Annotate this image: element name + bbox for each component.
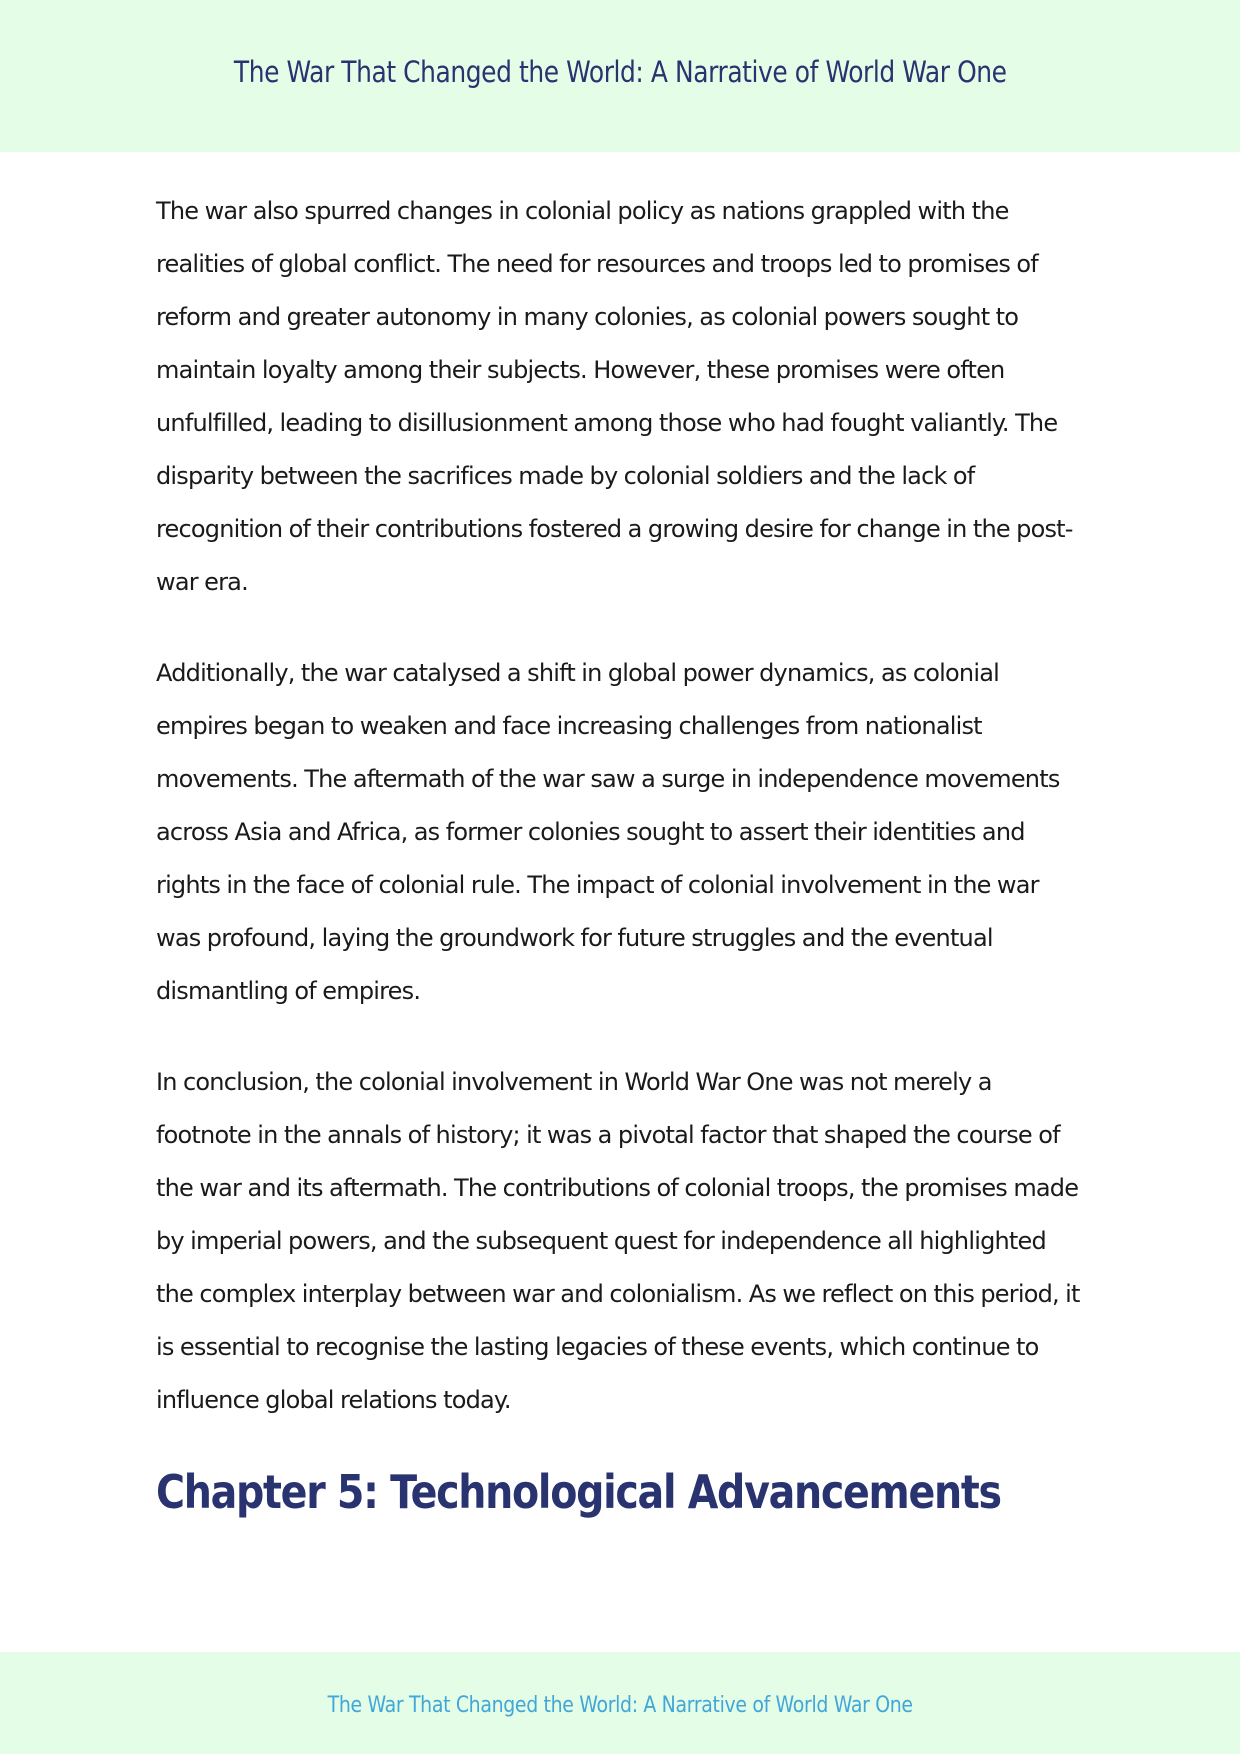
body-paragraph-3: In conclusion, the colonial involvement in World War One was not merely a footnote in the annals of history; it was a pivotal factor that shaped the course of the war and its aftermath. The contributions of colonial troops, the promises made by imperial powers, and the subsequent quest for independence all highlighted the complex interplay between war and colonialism. As we reflect on this period, it is essential to recognise the lasting legacies of these events, which continue to influence global relations today. — [156, 1068, 1080, 1414]
chapter-heading: Chapter 5: Technological Advancements — [156, 1465, 1001, 1519]
body-paragraph-2: Additionally, the war catalysed a shift in global power dynamics, as colonial empires began to weaken and face increasing challenges from nationalist movements. The aftermath of the war saw a surge in independence movements across Asia and Africa, as former colonies sought to assert their identities and rights in the face of colonial rule. The impact of colonial involvement in the war was profound, laying the groundwork for future struggles and the eventual dismantling of empires. — [156, 659, 1060, 1005]
running-footer-title: The War That Changed the World: A Narrative of World War One — [327, 1692, 913, 1718]
body-paragraph-1: The war also spurred changes in colonial policy as nations grappled with the realities of global conflict. The need for resources and troops led to promises of reform and greater autonomy in many colonies, as colonial powers sought to maintain loyalty among their subjects. However, these promises were often unfulfilled, leading to disillusionment among those who had fought valiantly. The disparity between the sacrifices made by colonial soldiers and the lack of recognition of their contributions fostered a growing desire for change in the post-war era. — [156, 197, 1073, 596]
page-header — [0, 0, 1240, 152]
page-body — [156, 185, 1086, 1519]
running-header-title: The War That Changed the World: A Narrative of World War One — [233, 55, 1007, 89]
page-footer — [0, 1652, 1240, 1754]
